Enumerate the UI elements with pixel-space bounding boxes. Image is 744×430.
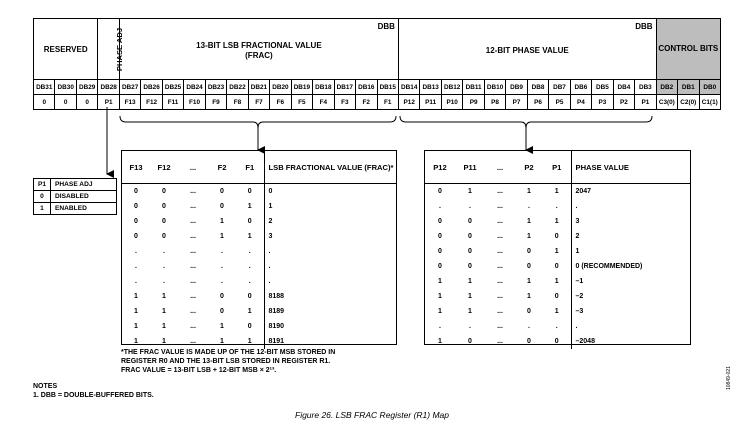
frac-cell: ...	[190, 323, 196, 330]
frac-cell: 1	[247, 308, 252, 315]
phase-cell: 1	[468, 188, 472, 195]
table-row	[122, 199, 396, 214]
phase-cell: .	[528, 323, 530, 330]
phase-cell: ...	[497, 248, 503, 255]
bit-name-cell: DB19	[291, 80, 312, 95]
bit-value-cell: C2(0)	[678, 95, 699, 110]
frac-cell: ...	[190, 278, 196, 285]
phase-cell: 1	[438, 293, 442, 300]
table-row	[425, 289, 690, 304]
frac-cell: ...	[190, 218, 196, 225]
phase-cell: 0	[554, 338, 559, 345]
bit-name-cell: DB16	[356, 80, 377, 95]
bit-name-cell: DB24	[184, 80, 205, 95]
phase-cell: 1	[527, 218, 531, 225]
frac-cell: .	[248, 278, 251, 285]
bit-name-cell: DB8	[527, 80, 548, 95]
phase-cell: ...	[497, 278, 503, 285]
bit-value-cell: 0	[76, 95, 97, 110]
phase-adj-row-label: ENABLED	[51, 203, 117, 215]
phase-cell: 0	[438, 248, 442, 255]
bit-value-cell: P3	[592, 95, 613, 110]
phase-cell: 1	[468, 293, 472, 300]
bit-name-cell: DB28	[98, 80, 119, 95]
phase-header-cell: P11	[455, 151, 485, 184]
frac-header-cell: ...	[178, 151, 208, 184]
phase-adj-row-bit: 1	[34, 203, 51, 215]
frac-cell: 8189	[264, 304, 396, 319]
bit-value-cell: 0	[34, 95, 55, 110]
frac-cell: 0	[220, 188, 224, 195]
frac-cell: 1	[220, 323, 224, 330]
phase-adj-row-bit: 0	[34, 191, 51, 203]
bit-name-cell: DB5	[592, 80, 613, 95]
frac-cell: .	[264, 244, 396, 259]
bit-value-cell: P4	[570, 95, 591, 110]
phase-brace	[400, 116, 652, 128]
table-row	[425, 244, 690, 259]
bit-value-cell: F9	[205, 95, 226, 110]
table-row	[425, 274, 690, 289]
frac-cell: .	[264, 274, 396, 289]
phase-cell: 0	[438, 263, 442, 270]
bit-value-cell: P7	[506, 95, 527, 110]
bit-value-cell: C3(0)	[656, 95, 677, 110]
table-row	[122, 229, 396, 244]
phase-cell: 1	[554, 278, 559, 285]
phase-cell: 1	[527, 293, 531, 300]
phase-cell: 1	[571, 244, 690, 259]
bit-name-cell: DB21	[248, 80, 269, 95]
phase-cell: 0	[468, 248, 472, 255]
table-row	[122, 259, 396, 274]
phase-cell: –2	[571, 289, 690, 304]
frac-cell: 0	[247, 323, 252, 330]
phase-cell: 0	[527, 338, 531, 345]
phase-adj-row-label: DISABLED	[51, 191, 117, 203]
bit-name-cell: DB2	[656, 80, 677, 95]
frac-cell: ...	[190, 308, 196, 315]
table-row	[122, 319, 396, 334]
phase-cell: .	[469, 323, 471, 330]
bit-name-cell: DB3	[635, 80, 656, 95]
bit-value-cell: P5	[549, 95, 570, 110]
phase-adj-header-p1: P1	[34, 179, 51, 191]
phase-cell: 0 (RECOMMENDED)	[571, 259, 690, 274]
phase-cell: 1	[438, 278, 442, 285]
frac-cell: ...	[190, 233, 196, 240]
frac-cell: 0	[134, 233, 138, 240]
frac-table-box	[121, 150, 397, 345]
bit-value-cell: F5	[291, 95, 312, 110]
phase-cell: .	[555, 323, 558, 330]
bit-name-cell: DB23	[205, 80, 226, 95]
bit-value-cell: P9	[463, 95, 484, 110]
table-row	[425, 319, 690, 334]
frac-cell: .	[221, 278, 223, 285]
phase-cell: 0	[527, 308, 531, 315]
bit-value-cell: P2	[613, 95, 634, 110]
table-row	[425, 199, 690, 214]
bit-value-cell: P12	[398, 95, 419, 110]
phase-adj-vertical-label: PHASE ADJ	[115, 27, 125, 71]
phase-cell: 1	[527, 188, 531, 195]
phase-adj-table	[33, 178, 117, 215]
frac-cell: 0	[247, 218, 252, 225]
phase-cell: 1	[438, 338, 442, 345]
frac-cell: 0	[134, 203, 138, 210]
frac-cell: 1	[162, 338, 166, 345]
bit-value-cell: F11	[162, 95, 183, 110]
phase-cell: ...	[497, 188, 503, 195]
frac-cell: 1	[220, 233, 224, 240]
table-row	[122, 274, 396, 289]
bit-value-cell: F3	[334, 95, 355, 110]
bit-name-cell: DB30	[55, 80, 76, 95]
frac-cell: .	[221, 263, 223, 270]
reserved-field: RESERVED	[34, 19, 98, 80]
phase-cell: –1	[571, 274, 690, 289]
frac-cell: 1	[134, 293, 138, 300]
bit-name-cell: DB1	[678, 80, 699, 95]
table-row	[122, 289, 396, 304]
phase-cell: 1	[554, 188, 559, 195]
bit-name-cell: DB4	[613, 80, 634, 95]
phase-header-cell: P12	[425, 151, 455, 184]
frac-cell: 1	[134, 323, 138, 330]
frac-cell: 1	[264, 199, 396, 214]
frac-cell: 0	[220, 203, 224, 210]
frac-cell: 1	[220, 338, 224, 345]
frac-cell: ...	[190, 248, 196, 255]
bit-value-cell: F12	[141, 95, 162, 110]
phase-cell: 1	[554, 218, 559, 225]
phase-header-cell: PHASE VALUE	[571, 151, 690, 184]
phase-cell: ...	[497, 293, 503, 300]
table-row	[425, 259, 690, 274]
phase-cell: 0	[554, 263, 559, 270]
phase-header-cell: ...	[485, 151, 515, 184]
phase-adj-header-label: PHASE ADJ	[51, 179, 117, 191]
phase-field-label: 12-BIT PHASE VALUE	[485, 46, 569, 55]
bit-value-cell: P1	[635, 95, 656, 110]
figure-caption: Figure 26. LSB FRAC Register (R1) Map	[295, 410, 449, 420]
frac-cell: 3	[264, 229, 396, 244]
bit-name-cell: DB20	[270, 80, 291, 95]
bit-value-cell: 0	[55, 95, 76, 110]
frac-cell: 0	[134, 188, 138, 195]
frac-cell: ...	[190, 203, 196, 210]
phase-cell: 0	[554, 293, 559, 300]
phase-cell: ...	[497, 233, 503, 240]
frac-cell: 0	[162, 233, 166, 240]
frac-header-cell: LSB FRACTIONAL VALUE (FRAC)*	[264, 151, 396, 184]
bit-value-cell: F13	[119, 95, 140, 110]
frac-cell: 1	[134, 308, 138, 315]
frac-cell: 1	[162, 323, 166, 330]
table-row	[122, 244, 396, 259]
bit-value-cell: P1	[98, 95, 119, 110]
frac-cell: 1	[247, 233, 252, 240]
frac-brace	[120, 116, 396, 128]
bit-name-cell: DB22	[227, 80, 248, 95]
phase-cell: 0	[468, 338, 472, 345]
frac-cell: .	[135, 248, 137, 255]
frac-cell: 0	[134, 218, 138, 225]
frac-cell: .	[264, 259, 396, 274]
frac-cell: 8188	[264, 289, 396, 304]
table-row	[122, 304, 396, 319]
phase-table-box	[424, 150, 691, 345]
bit-value-cell: P10	[441, 95, 462, 110]
frac-cell: 1	[247, 338, 252, 345]
bit-value-cell: F6	[270, 95, 291, 110]
phase-dbb-label: DBB	[635, 22, 653, 31]
bit-name-cell: DB10	[484, 80, 505, 95]
bit-name-cell: DB13	[420, 80, 441, 95]
frac-cell: .	[221, 248, 223, 255]
frac-cell: .	[248, 263, 251, 270]
frac-cell: 1	[162, 293, 166, 300]
table-row	[425, 304, 690, 319]
frac-cell: ...	[190, 293, 196, 300]
control-bits-field: CONTROL BITS	[656, 19, 720, 80]
bit-value-cell: F1	[377, 95, 398, 110]
phase-cell: .	[469, 203, 471, 210]
phase-cell: 2047	[571, 184, 690, 200]
phase-cell: 0	[468, 218, 472, 225]
table-row	[122, 184, 396, 200]
phase-cell: ...	[497, 263, 503, 270]
bit-name-cell: DB11	[463, 80, 484, 95]
frac-cell: .	[163, 278, 165, 285]
phase-cell: ...	[497, 203, 503, 210]
phase-cell: 0	[438, 233, 442, 240]
frac-cell: 1	[134, 338, 138, 345]
phase-cell: 1	[527, 278, 531, 285]
bit-value-cell: P11	[420, 95, 441, 110]
frac-header-cell: F1	[236, 151, 264, 184]
phase-cell: ...	[497, 218, 503, 225]
phase-cell: 0	[527, 248, 531, 255]
bit-value-cell: P6	[527, 95, 548, 110]
frac-cell: 8191	[264, 334, 396, 349]
table-row	[425, 229, 690, 244]
frac-footnote: *THE FRAC VALUE IS MADE UP OF THE 12-BIT MSB STORED IN REGISTER R0 AND THE 13-BIT LSB STORED IN REGISTER R1. FRAC VALUE = 13-BIT LSB + 12-BIT MSB × 2¹³.	[121, 349, 336, 374]
phase-cell: .	[439, 323, 441, 330]
frac-cell: 0	[247, 188, 252, 195]
frac-cell: 0	[162, 188, 166, 195]
phase-cell: 1	[468, 308, 472, 315]
phase-cell: ...	[497, 338, 503, 345]
phase-table	[425, 151, 690, 349]
phase-cell: 3	[571, 214, 690, 229]
table-row	[425, 334, 690, 349]
bit-name-cell: DB29	[76, 80, 97, 95]
frac-header-cell: F12	[150, 151, 178, 184]
frac-cell: ...	[190, 338, 196, 345]
frac-cell: .	[248, 248, 251, 255]
notes: NOTES 1. DBB = DOUBLE-BUFFERED BITS.	[33, 383, 154, 399]
bit-name-cell: DB18	[313, 80, 334, 95]
phase-cell: 1	[554, 308, 559, 315]
table-row	[122, 214, 396, 229]
phase-cell: 1	[468, 278, 472, 285]
bit-value-cell: F8	[227, 95, 248, 110]
frac-cell: 0	[162, 203, 166, 210]
bit-name-cell: DB9	[506, 80, 527, 95]
frac-cell: 1	[220, 218, 224, 225]
phase-cell: 0	[438, 188, 442, 195]
frac-cell: 2	[264, 214, 396, 229]
phase-cell: .	[439, 203, 441, 210]
frac-cell: 0	[162, 218, 166, 225]
phase-cell: 1	[527, 233, 531, 240]
frac-cell: 1	[162, 308, 166, 315]
phase-header-cell: P1	[543, 151, 571, 184]
bit-name-cell: DB25	[162, 80, 183, 95]
frac-cell: ...	[190, 188, 196, 195]
frac-field-label: 13-BIT LSB FRACTIONAL VALUE (FRAC)	[196, 41, 322, 60]
frac-cell: 0	[220, 293, 224, 300]
phase-cell: 0	[468, 233, 472, 240]
table-row	[425, 214, 690, 229]
bit-name-cell: DB17	[334, 80, 355, 95]
phase-cell: 2	[571, 229, 690, 244]
frac-table	[122, 151, 396, 349]
phase-cell: ...	[497, 323, 503, 330]
bit-name-cell: DB6	[570, 80, 591, 95]
frac-cell: ...	[190, 263, 196, 270]
frac-cell: 0	[264, 184, 396, 200]
phase-cell: 0	[438, 218, 442, 225]
frac-cell: 0	[247, 293, 252, 300]
bit-name-cell: DB26	[141, 80, 162, 95]
bit-name-cell: DB14	[398, 80, 419, 95]
bit-name-cell: DB0	[699, 80, 720, 95]
frac-cell: 1	[247, 203, 252, 210]
bit-name-cell: DB12	[441, 80, 462, 95]
frac-cell: .	[163, 248, 165, 255]
frac-header-cell: F13	[122, 151, 150, 184]
phase-cell: ...	[497, 308, 503, 315]
phase-cell: –3	[571, 304, 690, 319]
bit-value-cell: F4	[313, 95, 334, 110]
bit-value-cell: F10	[184, 95, 205, 110]
bit-value-cell: C1(1)	[699, 95, 720, 110]
frac-cell: .	[135, 278, 137, 285]
bit-name-cell: DB27	[119, 80, 140, 95]
phase-cell: 1	[554, 248, 559, 255]
bit-value-cell: P8	[484, 95, 505, 110]
phase-cell: .	[571, 319, 690, 334]
bit-name-cell: DB15	[377, 80, 398, 95]
bit-value-cell: F2	[356, 95, 377, 110]
phase-cell: 0	[527, 263, 531, 270]
figure-id: 10849-021	[726, 366, 732, 390]
frac-cell: .	[135, 263, 137, 270]
bit-name-cell: DB31	[34, 80, 55, 95]
phase-cell: 1	[438, 308, 442, 315]
phase-cell: .	[528, 203, 530, 210]
phase-cell: 0	[554, 233, 559, 240]
bit-value-cell: F7	[248, 95, 269, 110]
table-row	[122, 334, 396, 349]
frac-dbb-label: DBB	[377, 22, 395, 31]
bit-name-cell: DB7	[549, 80, 570, 95]
frac-header-cell: F2	[208, 151, 236, 184]
phase-cell: 0	[468, 263, 472, 270]
phase-cell: .	[555, 203, 558, 210]
table-row	[425, 184, 690, 200]
frac-cell: .	[163, 263, 165, 270]
frac-cell: 8190	[264, 319, 396, 334]
phase-cell: –2048	[571, 334, 690, 349]
phase-header-cell: P2	[515, 151, 543, 184]
phase-cell: .	[571, 199, 690, 214]
frac-cell: 0	[220, 308, 224, 315]
